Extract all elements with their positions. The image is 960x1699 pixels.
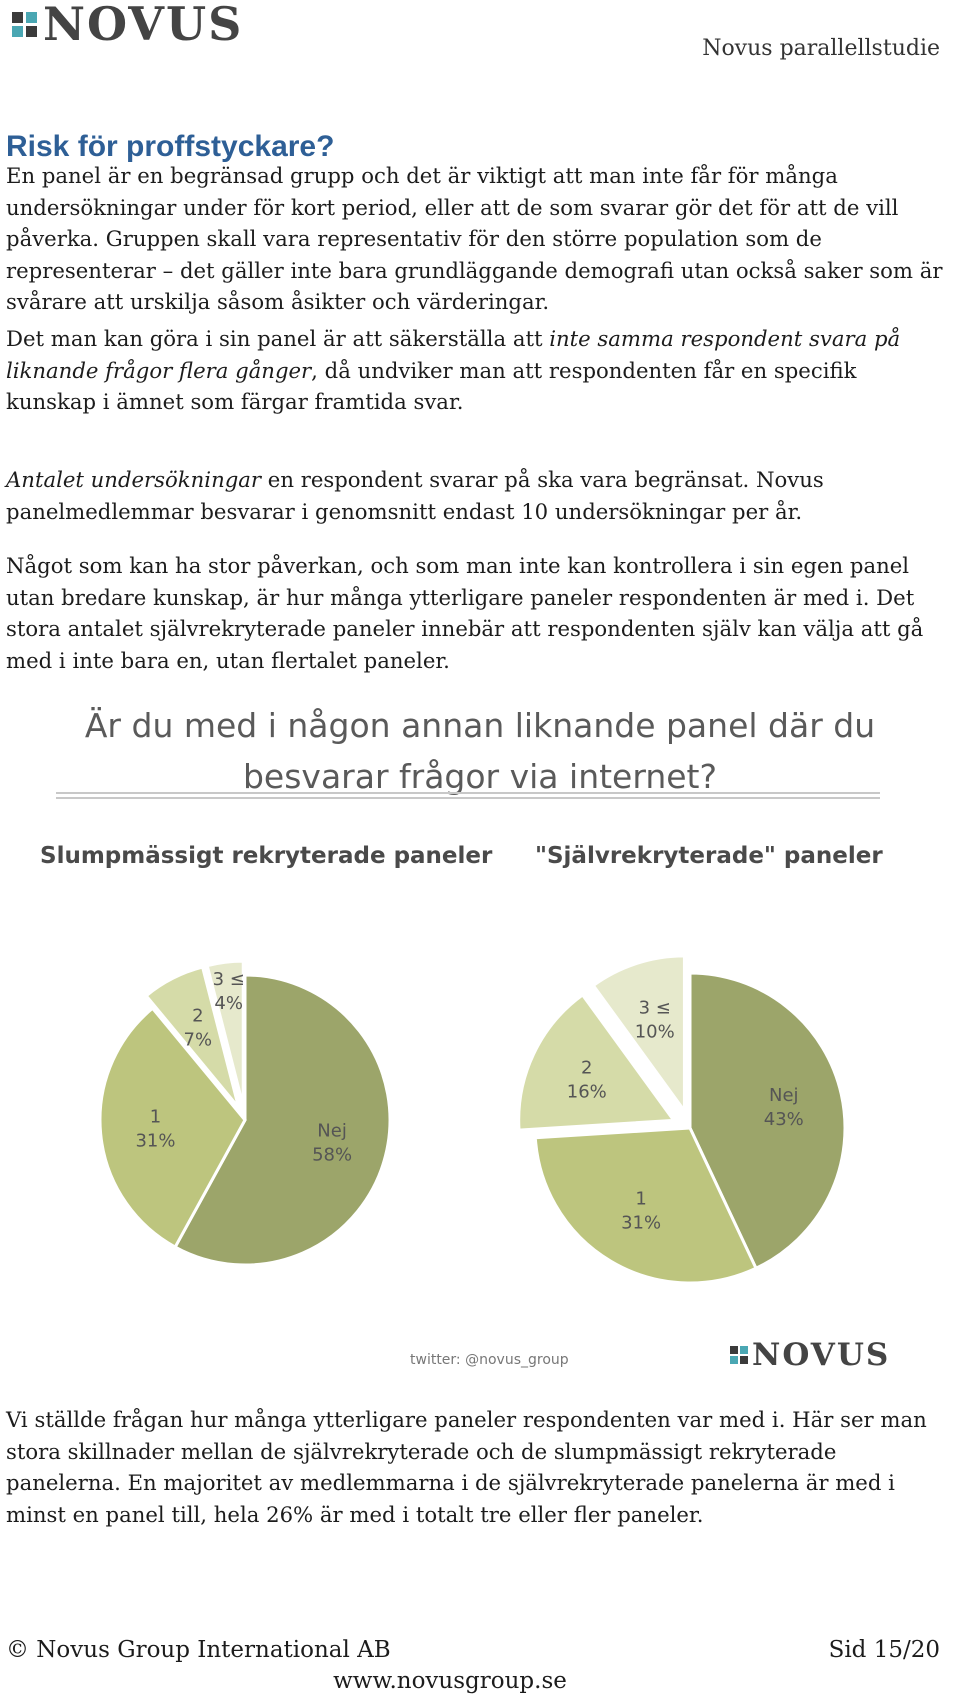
title-rule-2 — [56, 797, 880, 799]
slice-label-1-1: Nej — [317, 1120, 347, 1142]
paragraph-3: Antalet undersökningar en respondent svarar på ska vara begränsat. Novus panelmedlemmar besvarar i genomsnitt endast 10 undersökningar per år. — [6, 467, 824, 524]
paragraph-2: Det man kan göra i sin panel är att säkerställa att inte samma respondent svara på liknande frågor flera gånger, då undviker man att respondenten får en specifik kunskap i ämnet som färgar framtida svar. — [6, 326, 901, 414]
header-title: Novus parallellstudie — [702, 36, 940, 61]
logo-squares-icon — [730, 1346, 748, 1364]
pie-charts-svg — [30, 880, 930, 1340]
page-header — [0, 0, 960, 70]
slice-value-1-4: 4% — [214, 993, 243, 1015]
chart-1-title: Slumpmässigt rekryterade paneler — [40, 843, 493, 869]
paragraph-4: Något som kan ha stor påverkan, och som man inte kan kontrollera i sin egen panel utan bredare kunskap, är hur många ytterligare paneler respondenten är med i. Det stora antalet självrekryterade paneler innebär att respondenten själv kan välja att gå med i inte bara en, utan flertalet paneler. — [6, 553, 924, 673]
paragraph-5: Vi ställde frågan hur många ytterligare paneler respondenten var med i. Här ser man stora skillnader mellan de självrekryterade och de slumpmässigt rekryterade panelerna. En majoritet av medlemmarna i de självrekryterade panelerna är med i minst en panel till, hela 26% är med i totalt tre eller fler paneler. — [6, 1407, 927, 1527]
logo-wordmark: NOVUS — [752, 1337, 891, 1373]
footer-copyright: © Novus Group International AB — [6, 1637, 391, 1663]
slice-label-1-2: 1 — [149, 1106, 162, 1128]
footer-page-number: Sid 15/20 — [828, 1637, 940, 1663]
slice-value-2-3: 16% — [566, 1081, 607, 1103]
paragraph-1: En panel är en begränsad grupp och det är viktigt att man inte får för många undersökningar under för kort period, eller att de som svarar gör det för att de vill påverka. Gruppen skall vara representativ för den större population som de representerar – det gäller inte bara grundläggande demografi utan också saker som är svårare att urskilja såsom åsikter och värderingar. — [6, 163, 943, 314]
slice-value-2-1: 43% — [763, 1109, 804, 1131]
slice-label-2-2: 1 — [635, 1188, 647, 1210]
logo-squares-icon — [12, 12, 37, 37]
slice-value-1-1: 58% — [312, 1144, 353, 1166]
slice-value-1-3: 7% — [183, 1029, 213, 1051]
chart-2-title: "Självrekryterade" paneler — [535, 843, 883, 869]
slice-label-2-1: Nej — [769, 1085, 799, 1107]
slice-label-2-3: 2 — [581, 1057, 593, 1079]
novus-logo — [12, 0, 244, 51]
footer-url: www.novusgroup.se — [333, 1668, 567, 1694]
title-rule-1 — [56, 792, 880, 794]
chart-novus-logo — [730, 1337, 891, 1373]
pie-chart-figure — [30, 700, 930, 1380]
slice-label-1-3: 2 — [192, 1005, 204, 1027]
section-heading: Risk för proffstyckare? — [6, 130, 335, 163]
chart-title: Är du med i någon annan liknande panel där du besvarar frågor via internet? — [84, 706, 876, 796]
slice-value-1-2: 31% — [135, 1130, 176, 1152]
slice-label-2-4: 3 ≤ — [638, 997, 671, 1019]
slice-value-2-2: 31% — [621, 1212, 662, 1234]
slice-label-1-4: 3 ≤ — [212, 969, 245, 991]
logo-wordmark: NOVUS — [43, 0, 244, 51]
twitter-credit: twitter: @novus_group — [410, 1352, 569, 1368]
slice-value-2-4: 10% — [634, 1021, 675, 1043]
